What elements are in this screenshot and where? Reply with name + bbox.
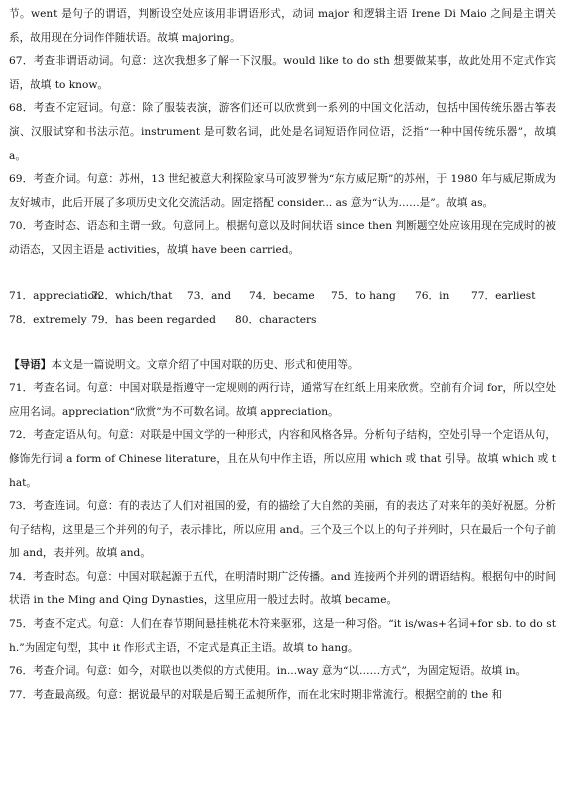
para-76: 76．考查介词。句意：如今，对联也以类似的方式使用。in...way 意为“以……方式”，为固定短语。故填 in。 [9, 665, 527, 678]
para-71: 71．考查名词。句意：中国对联是指遵守一定规则的两行诗，通常写在红纸上用来欣赏。空前有介词 for，所以空处应用名词。appreciation“欣赏”为不可数名词。故填 appreciation。 [9, 382, 556, 418]
answer-76: 76．in [415, 289, 450, 302]
answer-78: 78．extremely [9, 313, 87, 326]
answer-71: 71．appreciation [9, 289, 101, 302]
answer-74: 74．became [249, 289, 315, 302]
para-74: 74．考查时态。句意：中国对联起源于五代，在明清时期广泛传播。and 连接两个并列的谓语结构。根据句中的时间状语 in the Ming and Qing Dynasties，这里应用一般过去时。故填 became。 [9, 570, 556, 607]
para-75: 75．考查不定式。句意：人们在春节期间悬挂桃花木符来驱邪，这是一种习俗。“it is/was+名词+for sb. to do sth.”为固定句型，其中 it 作形式主语，不定式是真正主语。故填 to hang。 [9, 618, 556, 654]
answer-80: 80．characters [235, 313, 317, 326]
para-69: 69．考查介词。句意：苏州，13 世纪被意大利探险家马可波罗誉为“东方威尼斯”的苏州，于 1980 年与威尼斯成为友好城市，此后开展了多项历史文化交流活动。固定搭配 consider... as 意为“认为……是”。故填 as。 [9, 173, 556, 209]
answer-75: 75．to hang [331, 289, 396, 302]
intro-paragraph [9, 354, 556, 378]
para-73: 73．考查连词。句意：有的表达了人们对祖国的爱，有的描绘了大自然的美丽，有的表达了对来年的美好祝愿。分析句子结构，这里是三个并列的句子，表示排比，所以应用 and。三个及三个以上的句子并列时，只在最后一个句子前加 and，表并列。故填 and。 [9, 500, 556, 560]
answer-72: 72．which/that [91, 289, 173, 302]
para-66-tail: 节。went 是句子的谓语，判断设空处应该用非谓语形式，动词 major 和逻辑主语 Irene Di Maio 之间是主谓关系，故用现在分词作伴随状语。故填 majoring。 [9, 8, 556, 44]
answer-77: 77．earliest [471, 289, 536, 302]
answer-key [9, 284, 556, 332]
para-72: 72．考查定语从句。句意：对联是中国文学的一种形式，内容和风格各异。分析句子结构，空处引导一个定语从句，修饰先行词 a form of Chinese literature，且在从句中作主语，所以应用 which 或 that 引导。故填 which 或 that。 [9, 429, 556, 489]
para-67: 67．考查非谓语动词。句意：这次我想多了解一下汉服。would like to do sth 想要做某事，故此处用不定式作宾语，故填 to know。 [9, 55, 556, 91]
spacer [9, 263, 556, 284]
answer-row-1 [9, 284, 556, 308]
spacer [9, 332, 556, 354]
intro-label: 【导语】 [9, 358, 52, 371]
para-70: 70．考查时态、语态和主谓一致。句意同上。根据句意以及时间状语 since then 判断题空处应该用现在完成时的被动语态，又因主语是 activities，故填 have been carried。 [9, 220, 556, 256]
answer-79: 79．has been regarded [91, 313, 216, 326]
para-77: 77．考查最高级。句意：据说最早的对联是后蜀王孟昶所作，而在北宋时期非常流行。根据空前的 the 和 [9, 688, 503, 701]
para-68: 68．考查不定冠词。句意：除了服装表演，游客们还可以欣赏到一系列的中国文化活动，包括中国传统乐器古筝表演、汉服试穿和书法示范。instrument 是可数名词，此处是名词短语作同位语，泛指“一种中国传统乐器”，故填 a。 [9, 102, 556, 162]
answer-row-2 [9, 308, 556, 332]
intro-text: 本文是一篇说明文。文章介绍了中国对联的历史、形式和使用等。 [51, 358, 359, 371]
answer-73: 73．and [187, 289, 231, 302]
